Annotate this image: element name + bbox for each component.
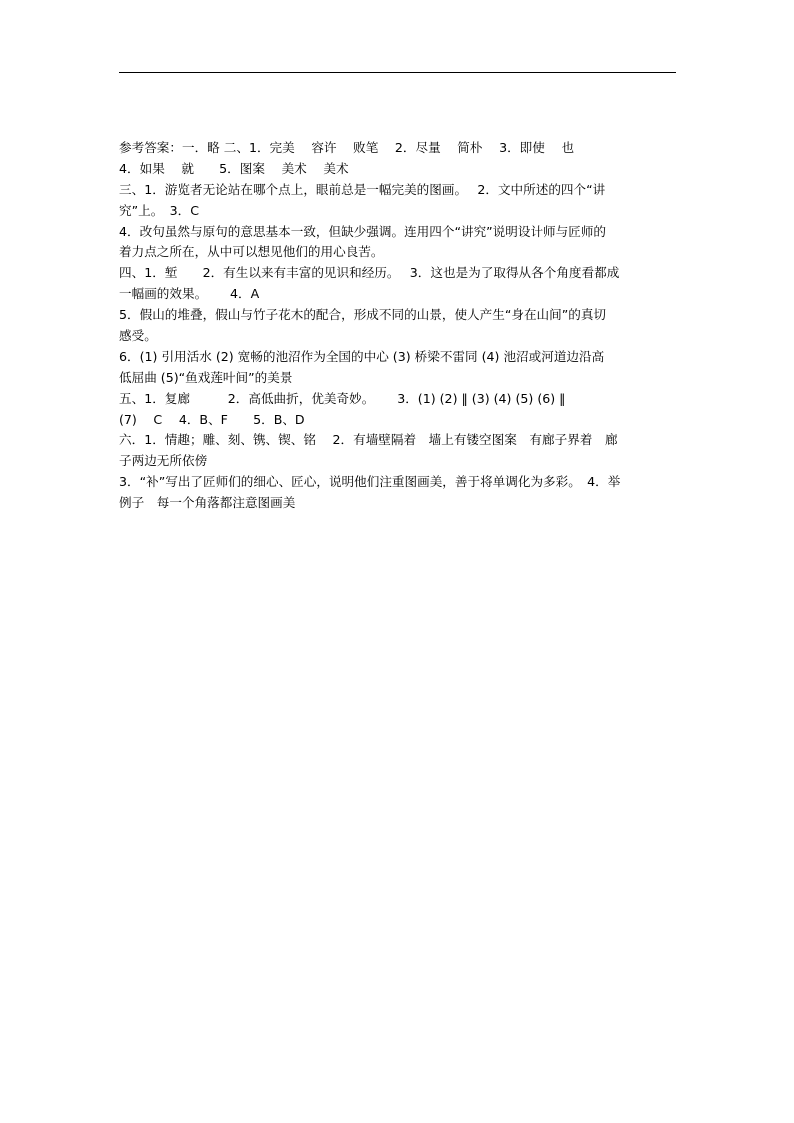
answer-line: 一幅画的效果。 4．A [119, 286, 260, 302]
answer-line: 感受。 [119, 328, 157, 344]
header-rule [119, 72, 676, 73]
answer-line: 着力点之所在，从中可以想见他们的用心良苦。 [119, 244, 384, 260]
answer-line: 参考答案：一．略 二、1．完美 容许 败笔 2．尽量 简朴 3．即使 也 [119, 140, 575, 155]
answer-line: 六．1．情趣；雕、刻、镌、锲、铭 2．有墙壁隔着 墙上有镂空图案 有廊子界着 廊 [119, 432, 618, 448]
answer-line: 低屈曲 (5)“鱼戏莲叶间”的美景 [119, 369, 293, 385]
answer-line: 子两边无所依傍 [119, 453, 208, 469]
answer-line: 四、1．堑 2．有生以来有丰富的见识和经历。 3．这也是为了取得从各个角度看都成 [119, 265, 620, 281]
answer-key-body [119, 138, 685, 514]
answer-line: 4．如果 就 5．图案 美术 美术 [119, 160, 349, 176]
answer-line: 例子 每一个角落都注意图画美 [119, 495, 296, 511]
answer-line: (7) C 4．B、F 5．B、D [119, 411, 305, 427]
answer-line: 五、1．复廊 2．高低曲折，优美奇妙。 3．(1) (2) ‖ (3) (4) (5) (6) ‖ [119, 390, 566, 406]
answer-line: 6．(1) 引用活水 (2) 宽畅的池沼作为全国的中心 (3) 桥梁不雷同 (4) 池沼或河道边沿高 [119, 348, 605, 364]
answer-line: 3．“补”写出了匠师们的细心、匠心，说明他们注重图画美，善于将单调化为多彩。 4．举 [119, 474, 621, 490]
answer-line: 三、1．游览者无论站在哪个点上，眼前总是一幅完美的图画。 2．文中所述的四个“讲 [119, 181, 606, 197]
answer-line: 究”上。 3．C [119, 202, 199, 218]
answer-line: 5．假山的堆叠，假山与竹子花木的配合，形成不同的山景，使人产生“身在山间”的真切 [119, 307, 607, 323]
answer-line: 4．改句虽然与原句的意思基本一致，但缺少强调。连用四个“讲究”说明设计师与匠师的 [119, 223, 607, 239]
